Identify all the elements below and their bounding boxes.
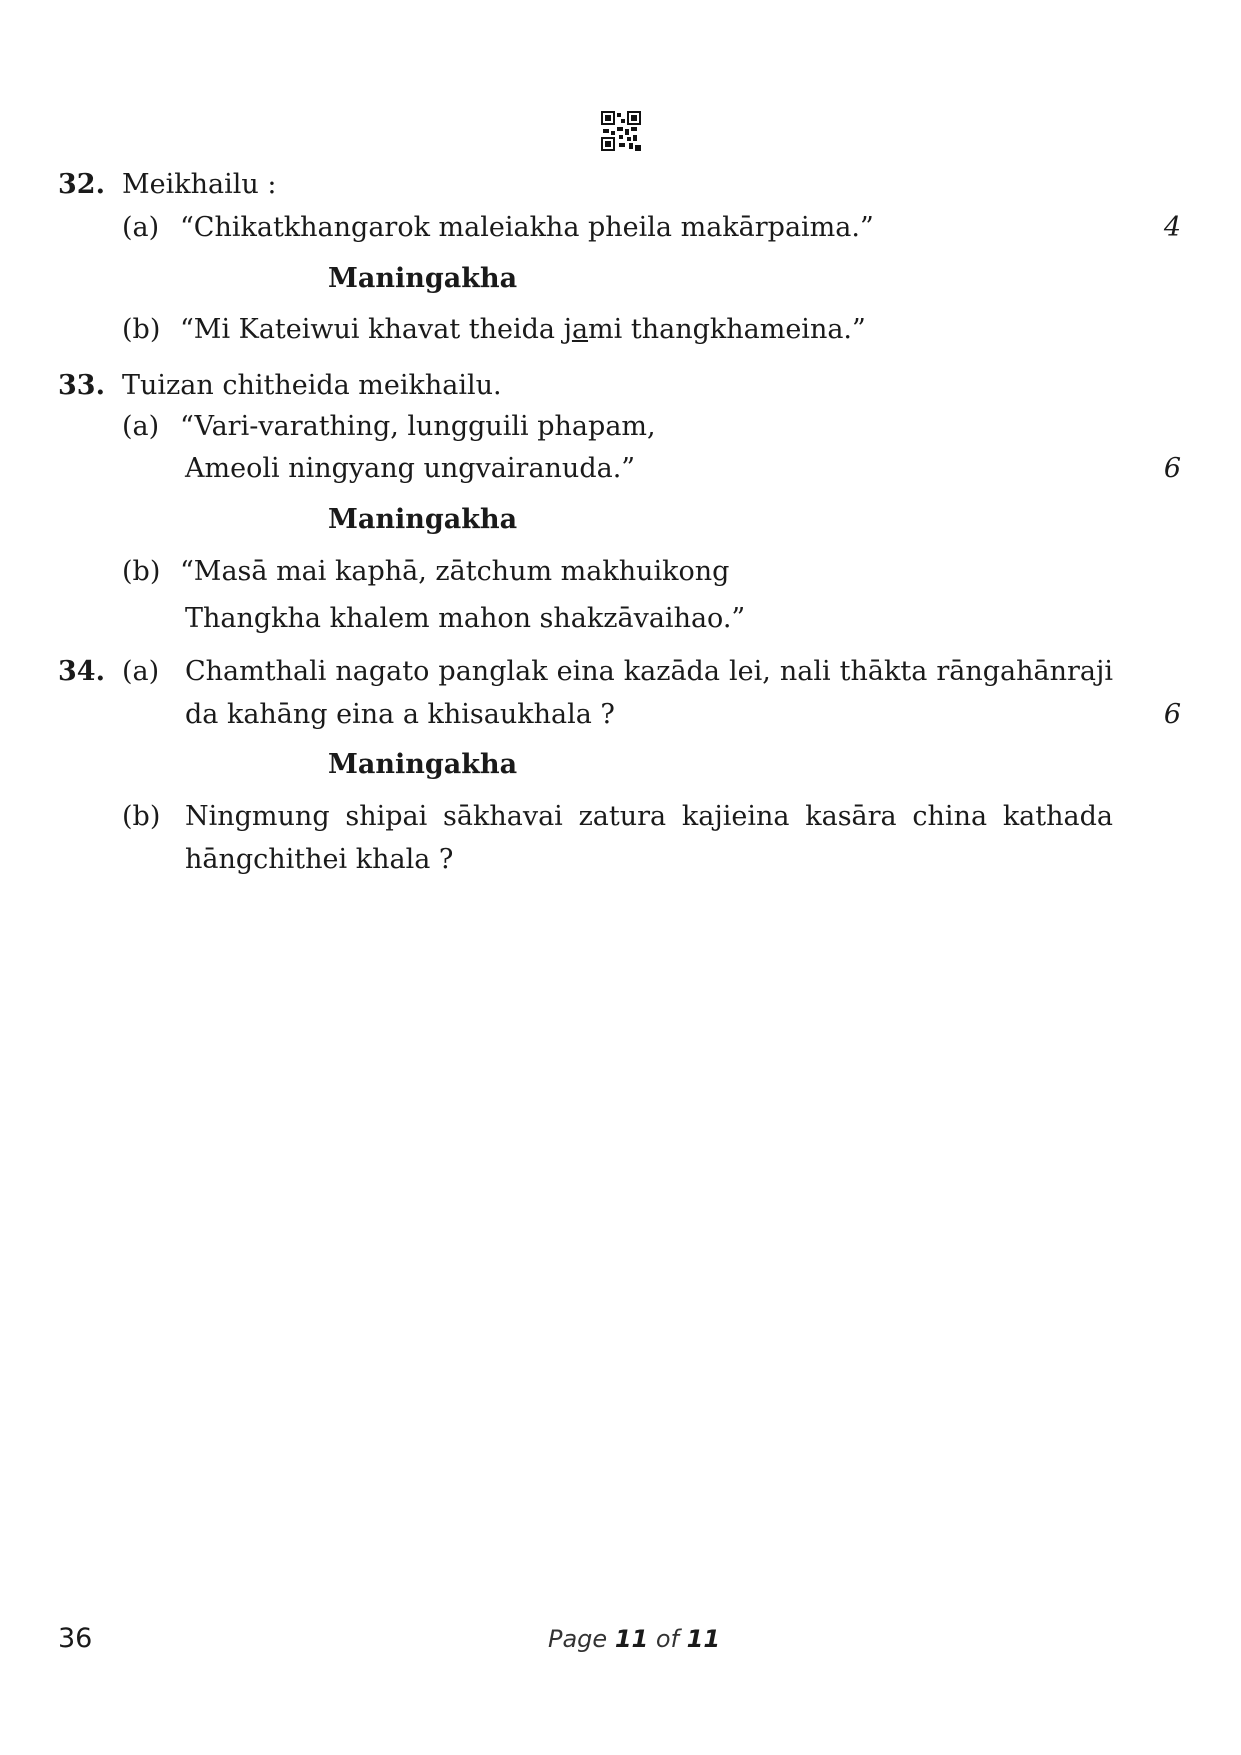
- question-33-stem: Tuizan chitheida meikhailu.: [122, 370, 502, 401]
- q34-option-a-text: Chamthali nagato panglak eina kazāda lei, nali thākta rāngahānraji da kahāng eina a khisaukhala ?: [185, 656, 1113, 730]
- q33-option-a-line-1: “Vari-varathing, lungguili phapam,: [180, 411, 656, 442]
- q34-marks: 6: [1163, 699, 1181, 730]
- q33-option-a-label: (a): [122, 411, 160, 442]
- q34-option-a-label: (a): [122, 656, 160, 687]
- page-indicator: [548, 1622, 720, 1656]
- q32-option-a-label: (a): [122, 212, 160, 243]
- question-32-stem: Meikhailu :: [122, 169, 277, 200]
- q32-or-label: Maningakha: [328, 263, 518, 294]
- q34-or-label: Maningakha: [328, 749, 518, 780]
- qr-code-icon: [601, 111, 641, 151]
- q33-option-b-label: (b): [122, 556, 161, 587]
- page-number: 11: [614, 1625, 649, 1653]
- question-number-32: 32.: [58, 169, 105, 200]
- q34-option-b-label: (b): [122, 801, 161, 832]
- question-number-33: 33.: [58, 370, 105, 401]
- q32-option-b-text: “Mi Kateiwui khavat theida jami thangkhameina.”: [180, 314, 866, 345]
- q33-or-label: Maningakha: [328, 504, 518, 535]
- q33-option-a-line-2: Ameoli ningyang ungvairanuda.”: [185, 453, 636, 484]
- q32-marks: 4: [1163, 212, 1181, 243]
- q34-option-b-text: Ningmung shipai sākhavai zatura kajieina kasāra china kathada hāngchithei khala ?: [185, 801, 1113, 875]
- page-total: 11: [686, 1625, 721, 1653]
- q32-option-b-label: (b): [122, 314, 161, 345]
- paper-code: 36: [58, 1623, 93, 1654]
- q33-option-b-line-1: “Masā mai kaphā, zātchum makhuikong: [180, 556, 730, 587]
- of-word: of: [655, 1625, 680, 1653]
- q33-marks: 6: [1163, 453, 1181, 484]
- q32-option-a-text: “Chikatkhangarok maleiakha pheila makārpaima.”: [180, 212, 874, 243]
- question-number-34: 34.: [58, 656, 105, 687]
- q32-underlined-letter: a: [571, 314, 589, 345]
- q33-option-b-line-2: Thangkha khalem mahon shakzāvaihao.”: [185, 603, 746, 634]
- page-word: Page: [548, 1625, 608, 1653]
